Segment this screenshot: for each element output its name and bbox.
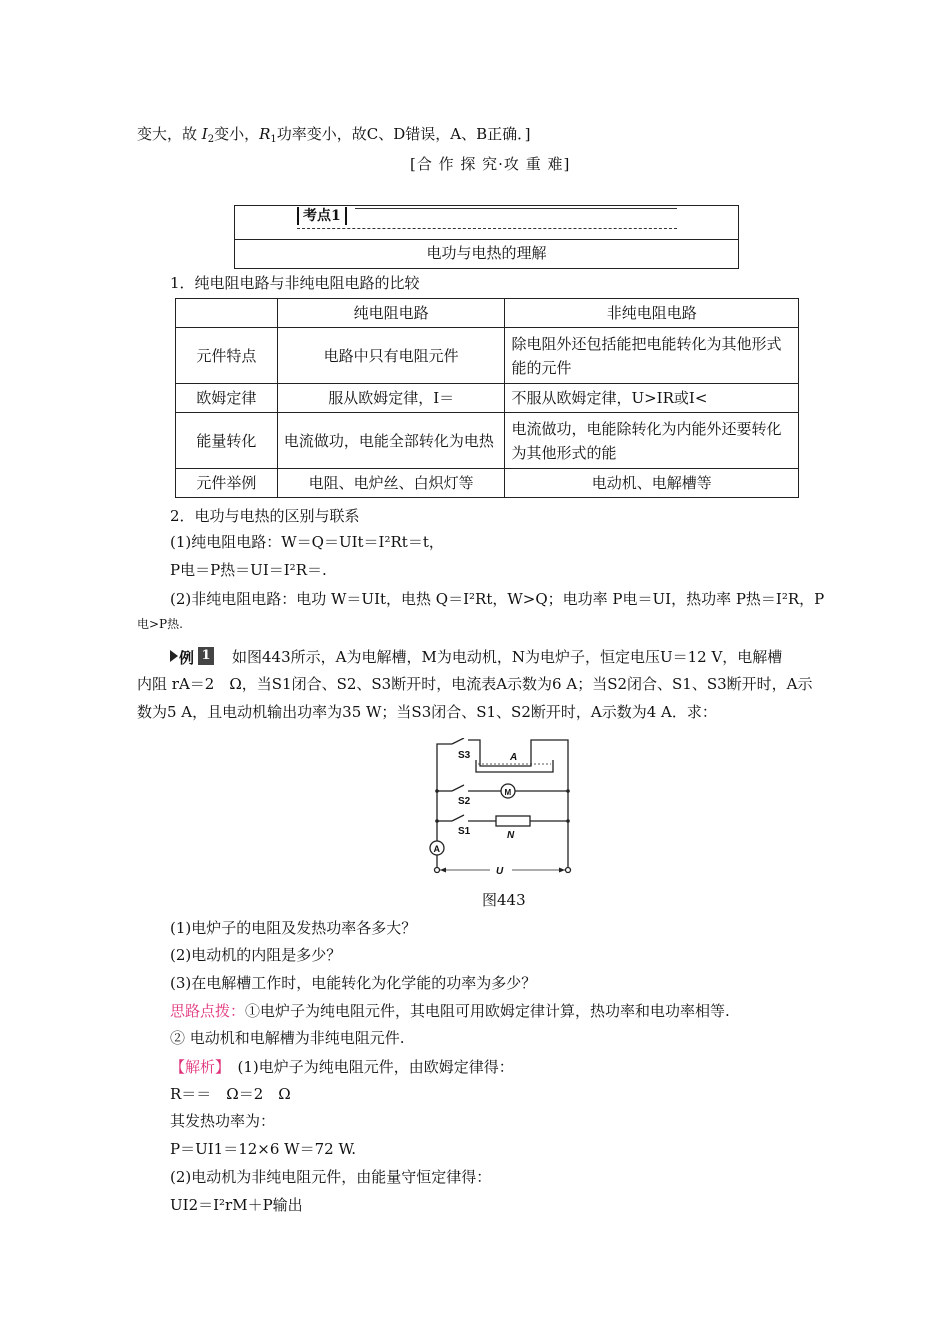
example-line2: 内阻 rA＝2 Ω，当S1闭合、S2、S3断开时，电流表A示数为6 A；当S2闭合、S1、S3断开时，A示 <box>137 675 813 693</box>
kaodian-title: 电功与电热的理解 <box>426 244 547 262</box>
kaodian-label: 考点1 <box>297 207 347 225</box>
example-number: 1 <box>198 647 214 665</box>
p2-line2: P电＝P热＝UI＝I²R＝. <box>170 561 327 579</box>
junction-dot <box>435 789 439 793</box>
label-n: N <box>507 830 515 841</box>
table-header-row <box>176 299 799 328</box>
label-s3: S3 <box>458 750 471 761</box>
row-label: 元件举例 <box>176 469 278 498</box>
resistor-n <box>496 816 530 826</box>
arrow-head-left <box>440 868 446 873</box>
solution-line2: R＝＝ Ω＝2 Ω <box>170 1085 291 1103</box>
nonpure-cell: 不服从欧姆定律，U>IR或I< <box>505 384 799 413</box>
table-header-cell: 纯电阻电路 <box>277 299 505 328</box>
hint-line1 <box>170 1001 730 1021</box>
solution-line6: UI2＝I²rM＋P输出 <box>170 1196 303 1214</box>
example-label: 例 <box>179 649 195 667</box>
terminal-right <box>566 868 571 873</box>
section-title: [合 作 探 究·攻 重 难] <box>410 155 571 173</box>
pure-cell: 电路中只有电阻元件 <box>277 328 505 384</box>
p2-line3: (2)非纯电阻电路：电功 W＝UIt，电热 Q＝I²Rt，W>Q；电功率 P电＝UI，热功率 P热＝I²R，P <box>170 590 825 608</box>
question-1: (1)电炉子的电阻及发热功率各多大？ <box>170 919 417 937</box>
pure-cell: 电阻、电炉丝、白炽灯等 <box>277 469 505 498</box>
table-header-cell <box>176 299 278 328</box>
circuit-diagram <box>420 738 580 878</box>
nonpure-cell: 除电阻外还包括能把电能转化为其他形式能的元件 <box>505 328 799 384</box>
solution-text1: (1)电炉子为纯电阻元件，由欧姆定律得： <box>222 1058 514 1076</box>
solution-line3: 其发热功率为： <box>170 1112 276 1130</box>
label-s1: S1 <box>458 826 471 837</box>
table-row <box>176 328 799 384</box>
triangle-icon <box>170 650 178 662</box>
p2-line1: (1)纯电阻电路：W＝Q＝UIt＝I²Rt＝t， <box>170 533 444 551</box>
kaodian-divider <box>235 239 738 240</box>
pure-cell: 服从欧姆定律，I＝ <box>277 384 505 413</box>
hint-text1: ①电炉子为纯电阻元件，其电阻可用欧姆定律计算，热功率和电功率相等. <box>245 1002 730 1020</box>
electrolytic-cell-wire <box>468 740 568 870</box>
solution-line4: P＝UI1＝12×6 W＝72 W. <box>170 1140 357 1158</box>
row-label: 能量转化 <box>176 413 278 469</box>
kaodian-dashed-rule <box>297 228 677 229</box>
table-row <box>176 384 799 413</box>
pure-cell: 电流做功，电能全部转化为电热 <box>277 413 505 469</box>
top-line: 变大，故 $I_2$变小，$R_1$功率变小，故C、D错误，A、B正确．] <box>137 125 531 145</box>
junction-dot <box>566 789 570 793</box>
example-badge <box>170 647 220 665</box>
table-row <box>176 469 799 498</box>
question-3: (3)在电解槽工作时，电能转化为化学能的功率为多少？ <box>170 974 537 992</box>
label-s2: S2 <box>458 796 471 807</box>
label-m: M <box>504 788 512 797</box>
figure-caption: 图443 <box>482 891 526 909</box>
p2-title: 2．电功与电热的区别与联系 <box>170 507 360 525</box>
comparison-table <box>175 298 799 498</box>
label-ammeter: A <box>433 844 440 854</box>
switch-s1 <box>452 815 464 821</box>
solution-line5: (2)电动机为非纯电阻元件，由能量守恒定律得： <box>170 1168 492 1186</box>
switch-s2 <box>452 785 464 791</box>
junction-dot <box>435 819 439 823</box>
switch-s3 <box>452 738 464 744</box>
hint-line2: ② 电动机和电解槽为非纯电阻元件. <box>170 1029 405 1047</box>
p1-title: 1．纯电阻电路与非纯电阻电路的比较 <box>170 274 420 292</box>
solution-line1 <box>170 1057 514 1077</box>
label-u: U <box>496 866 504 877</box>
example-line3: 数为5 A，且电动机输出功率为35 W；当S3闭合、S1、S2断开时，A示数为4 A．求： <box>137 703 717 721</box>
label-a: A <box>510 752 518 763</box>
row-label: 欧姆定律 <box>176 384 278 413</box>
solution-label: 【解析】 <box>170 1058 223 1076</box>
table-header-cell: 非纯电阻电路 <box>505 299 799 328</box>
row-label: 元件特点 <box>176 328 278 384</box>
nonpure-cell: 电动机、电解槽等 <box>505 469 799 498</box>
junction-dot <box>566 819 570 823</box>
kaodian-box <box>234 205 739 269</box>
terminal-left <box>435 868 440 873</box>
question-2: (2)电动机的内阻是多少？ <box>170 946 342 964</box>
arrow-head-right <box>559 868 565 873</box>
example-line1: 如图443所示，A为电解槽，M为电动机，N为电炉子，恒定电压U＝12 V，电解槽 <box>232 648 783 666</box>
kaodian-top-rule <box>355 208 677 209</box>
hint-label: 思路点拨： <box>170 1002 246 1020</box>
nonpure-cell: 电流做功，电能除转化为内能外还要转化为其他形式的能 <box>505 413 799 469</box>
table-row <box>176 413 799 469</box>
p2-line4: 电>P热. <box>137 617 183 631</box>
